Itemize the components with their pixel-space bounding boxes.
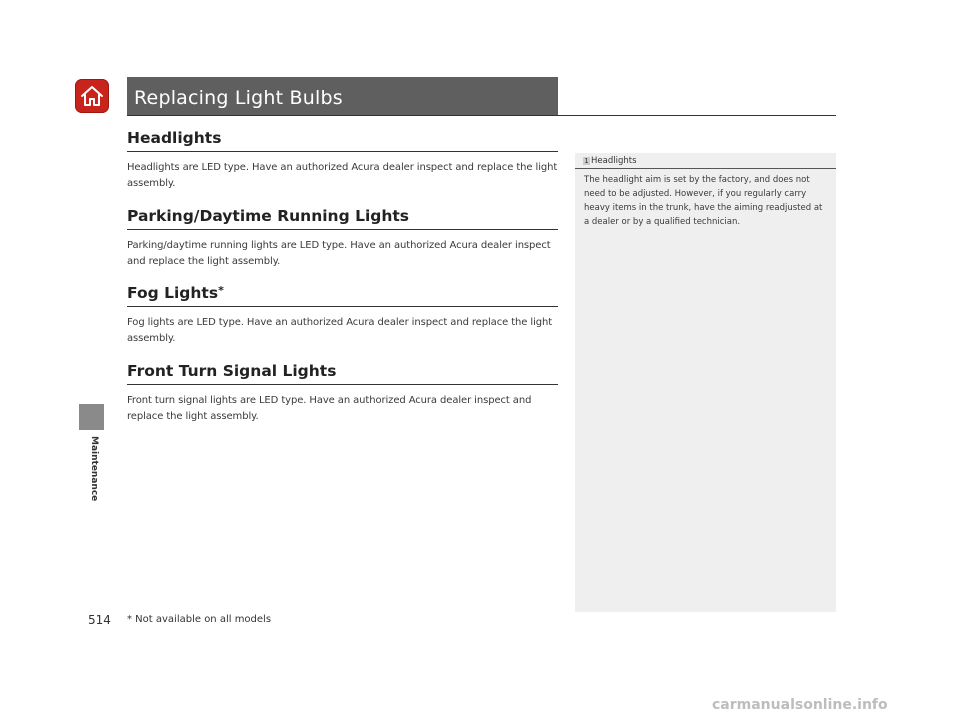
section-text: Headlights are LED type. Have an authorized Acura dealer inspect and replace the light assembly. [127, 162, 558, 189]
section-text: Fog lights are LED type. Have an authorized Acura dealer inspect and replace the light assembly. [127, 317, 553, 344]
home-icon [80, 85, 104, 107]
page-number: 514 [88, 613, 111, 627]
sidebar-heading: 1 Headlights [575, 153, 836, 169]
footnote-star[interactable]: * [218, 284, 224, 297]
section-parking-daytime-running-lights [127, 206, 558, 270]
page-title: Replacing Light Bulbs [134, 87, 343, 109]
section-front-turn-signal-lights [127, 361, 558, 425]
section-heading: Fog Lights* [127, 283, 558, 307]
section-headlights [127, 128, 558, 192]
home-button[interactable] [75, 79, 109, 113]
footnote: * Not available on all models [127, 614, 272, 625]
sidebar-text: The headlight aim is set by the factory, and does not need to be adjusted. However, if you regularly carry heavy items in the trunk, have the aiming readjusted at a dealer or by a qualified technician. [584, 175, 823, 227]
chapter-tab[interactable] [79, 404, 104, 430]
note-sidebar [575, 153, 836, 612]
section-text: Parking/daytime running lights are LED type. Have an authorized Acura dealer inspect and replace the light assembly. [127, 240, 551, 267]
section-heading: Front Turn Signal Lights [127, 361, 558, 385]
page-title-bar [127, 77, 558, 115]
chapter-label: Maintenance [89, 436, 99, 502]
section-text: Front turn signal lights are LED type. Have an authorized Acura dealer inspect and replace the light assembly. [127, 395, 532, 422]
section-fog-lights [127, 283, 558, 347]
reference-mark: 1 [584, 156, 589, 165]
watermark: carmanualsonline.info [712, 697, 888, 713]
section-heading: Parking/Daytime Running Lights [127, 206, 558, 230]
title-divider [127, 115, 836, 116]
section-heading: Headlights [127, 128, 558, 152]
